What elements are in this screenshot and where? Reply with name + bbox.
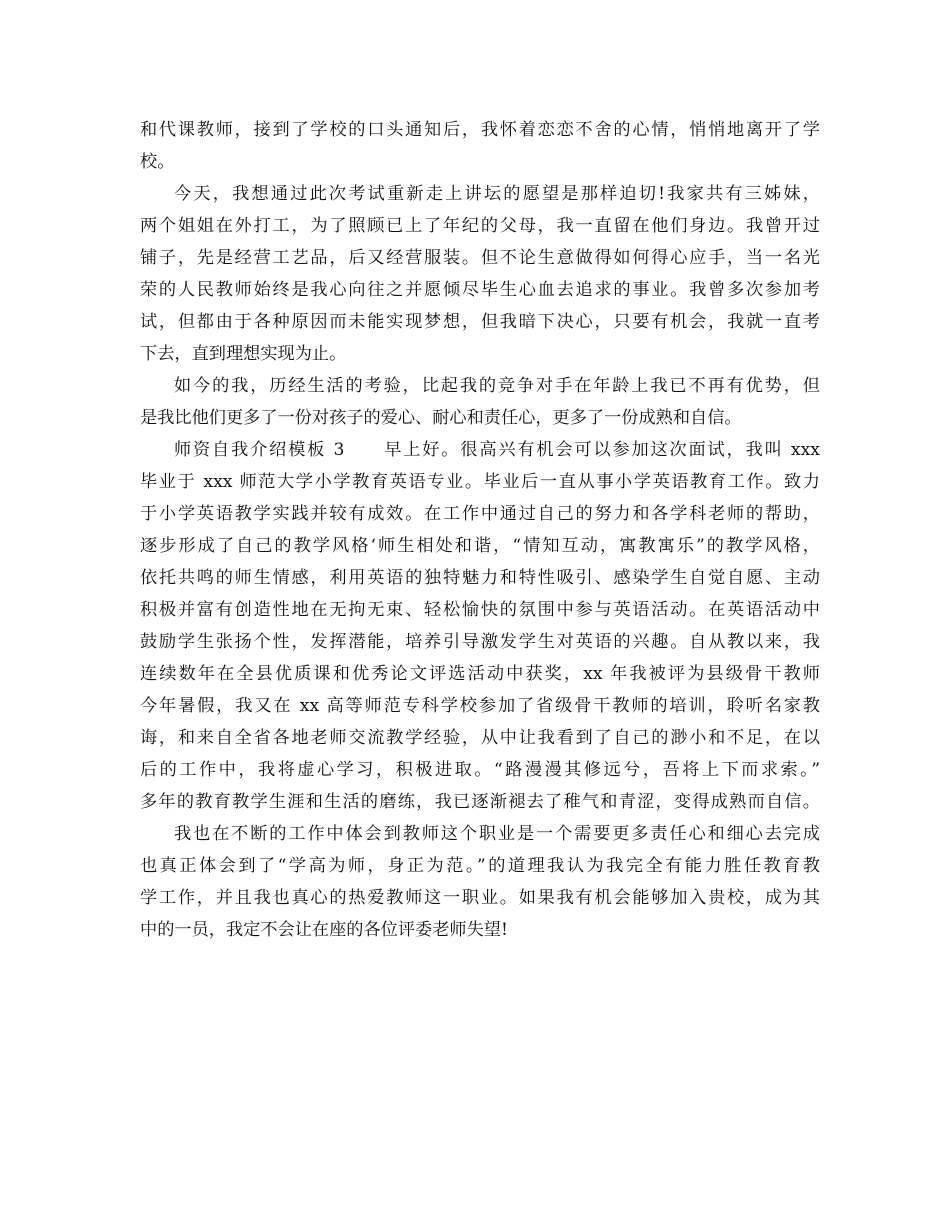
text-line: 学工作，并且我也真心的热爱教师这一职业。如果我有机会能够加入贵校，成为其 — [140, 888, 820, 908]
text-line: 今年暑假，我又在 xx 高等师范专科学校参加了省级骨干教师的培训，聆听名家教 — [140, 696, 820, 716]
text-line: 于小学英语教学实践并较有成效。在工作中通过自己的努力和各学科老师的帮助， — [140, 504, 820, 524]
text-line: 下去，直到理想实现为止。 — [140, 344, 347, 364]
text-line: 后的工作中，我将虚心学习，积极进取。“路漫漫其修远兮，吾将上下而求索。” — [140, 760, 820, 780]
text-line: 如今的我，历经生活的考验，比起我的竞争对手在年龄上我已不再有优势，但 — [174, 376, 820, 396]
text-line: 两个姐姐在外打工，为了照顾已上了年纪的父母，我一直留在他们身边。我曾开过 — [140, 216, 820, 236]
text-line: 中的一员，我定不会让在座的各位评委老师失望! — [140, 920, 508, 940]
text-line: 今天，我想通过此次考试重新走上讲坛的愿望是那样迫切!我家共有三姊妹， — [174, 184, 820, 204]
text-line: 多年的教育教学生涯和生活的磨练，我已逐渐褪去了稚气和青涩，变得成熟而自信。 — [140, 792, 820, 812]
text-line: 诲，和来自全省各地老师交流教学经验，从中让我看到了自己的渺小和不足，在以 — [140, 728, 820, 748]
text-line: 毕业于 xxx 师范大学小学教育英语专业。毕业后一直从事小学英语教育工作。致力 — [140, 472, 820, 492]
text-line: 试，但都由于各种原因而未能实现梦想，但我暗下决心，只要有机会，我就一直考 — [140, 312, 820, 332]
text-line: 鼓励学生张扬个性，发挥潜能，培养引导激发学生对英语的兴趣。自从教以来，我 — [140, 632, 820, 652]
text-line: 也真正体会到了“学高为师，身正为范。”的道理我认为我完全有能力胜任教育教 — [140, 856, 820, 876]
text-line: 积极并富有创造性地在无拘无束、轻松愉快的氛围中参与英语活动。在英语活动中 — [140, 600, 820, 620]
text-line: 师资自我介绍模板 3 早上好。很高兴有机会可以参加这次面试，我叫 xxx — [174, 440, 820, 460]
text-line: 逐步形成了自己的教学风格‘师生相处和谐，“情知互动，寓教寓乐”的教学风格， — [140, 536, 820, 556]
document-body — [140, 114, 820, 946]
text-line: 校。 — [140, 152, 175, 172]
text-line: 是我比他们更多了一份对孩子的爱心、耐心和责任心，更多了一份成熟和自信。 — [140, 408, 742, 428]
text-line: 铺子，先是经营工艺品，后又经营服装。但不论生意做得如何得心应手，当一名光 — [140, 248, 820, 268]
text-line: 荣的人民教师始终是我心向往之并愿倾尽毕生心血去追求的事业。我曾多次参加考 — [140, 280, 820, 300]
text-line: 和代课教师，接到了学校的口头通知后，我怀着恋恋不舍的心情，悄悄地离开了学 — [140, 120, 820, 140]
text-line: 依托共鸣的师生情感，利用英语的独特魅力和特性吸引、感染学生自觉自愿、主动 — [140, 568, 820, 588]
text-line: 连续数年在全县优质课和优秀论文评选活动中获奖，xx 年我被评为县级骨干教师 — [140, 664, 820, 684]
text-line: 我也在不断的工作中体会到教师这个职业是一个需要更多责任心和细心去完成 — [174, 824, 820, 844]
